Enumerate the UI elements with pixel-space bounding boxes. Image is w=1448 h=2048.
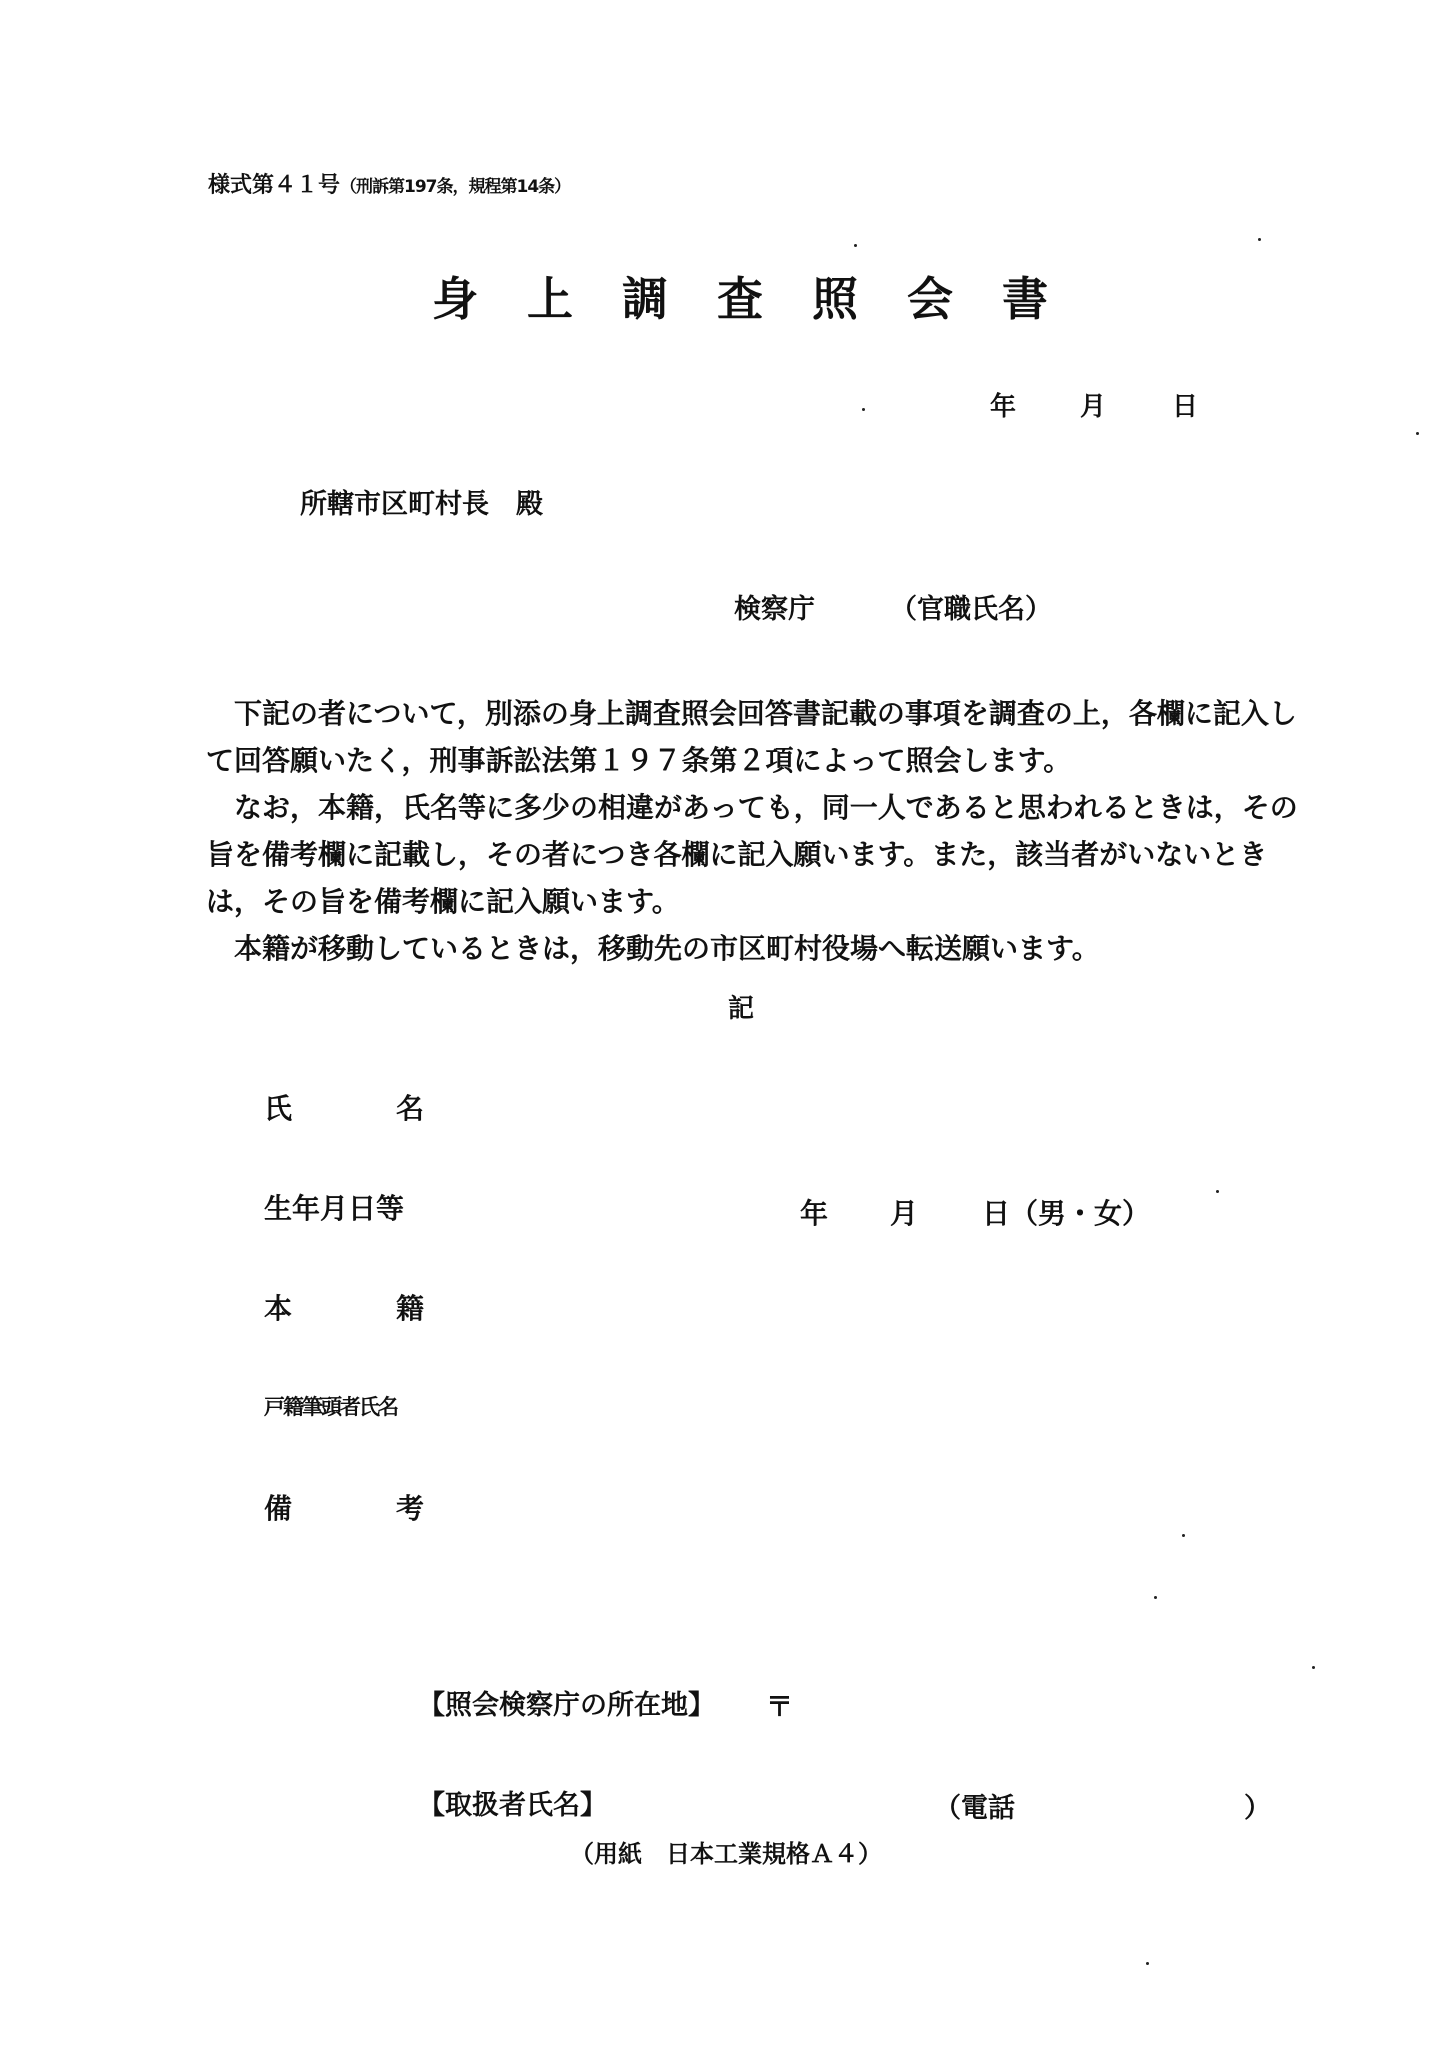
scan-speck [862,408,865,411]
legal-basis: （刑訴第197条，規程第14条） [340,177,571,197]
field-label-head-of-family: 戸籍筆頭者氏名 [264,1395,397,1419]
phone-close: ） [1244,1793,1271,1824]
sender-office: 検察庁 [734,594,815,625]
field-label-remarks [264,1492,424,1525]
birth-year: 年 [800,1197,829,1230]
document-title: 身上調査照会書 [432,272,1097,326]
addressee: 所轄市区町村長 殿 [300,489,543,520]
scan-speck [854,244,857,247]
scan-speck [1154,1596,1157,1599]
field-label-birth: 生年月日等 [264,1192,405,1225]
body-paragraph: 下記の者について，別添の身上調査照会回答書記載の事項を調査の上，各欄に記入して回答願いたく，刑事訴訟法第１９７条第２項によって照会します。 [206,697,1297,777]
form-number [208,175,570,197]
field-label-honseki-b: 籍 [395,1292,424,1325]
scan-speck [1182,1534,1185,1537]
body-paragraph: なお，本籍，氏名等に多少の相違があっても，同一人であると思われるときは，その旨を備考欄に記載し，その者につき各欄に記入願います。また，該当者がいないときは，その旨を備考欄に記入願います。 [206,791,1298,918]
field-label-remarks-a: 備 [264,1492,293,1525]
field-label-name-b: 名 [395,1092,424,1125]
paper-size-note: （用紙 日本工業規格Ａ４） [570,1840,882,1868]
field-label-name-a: 氏 [264,1092,293,1125]
scan-speck [1416,432,1419,435]
body-paragraph: 本籍が移動しているときは，移動先の市区町村役場へ転送願います。 [234,932,1100,965]
birth-month: 月 [890,1197,919,1230]
postal-mark: 〒 [766,1692,793,1723]
ki-heading: 記 [728,994,755,1024]
scan-speck [1258,238,1261,241]
body-text [206,690,1306,972]
date-day: 日 [1172,392,1199,422]
phone-open: （電話 [934,1793,1015,1824]
scan-speck [1312,1666,1315,1669]
field-label-remarks-b: 考 [395,1492,424,1525]
field-label-honseki [264,1292,424,1325]
handler-label: 【取扱者氏名】 [418,1790,607,1821]
birth-day-sex: 日（男・女） [982,1197,1151,1230]
sender-name: （官職氏名） [890,594,1052,625]
scan-speck [1216,1190,1219,1193]
date-year: 年 [990,392,1017,422]
form-number-text: 様式第４１号 [208,173,341,198]
scan-speck [1146,1962,1149,1965]
field-label-name [264,1092,424,1125]
office-address-label: 【照会検察庁の所在地】 [418,1690,715,1721]
date-month: 月 [1080,392,1107,422]
field-label-honseki-a: 本 [264,1292,293,1325]
